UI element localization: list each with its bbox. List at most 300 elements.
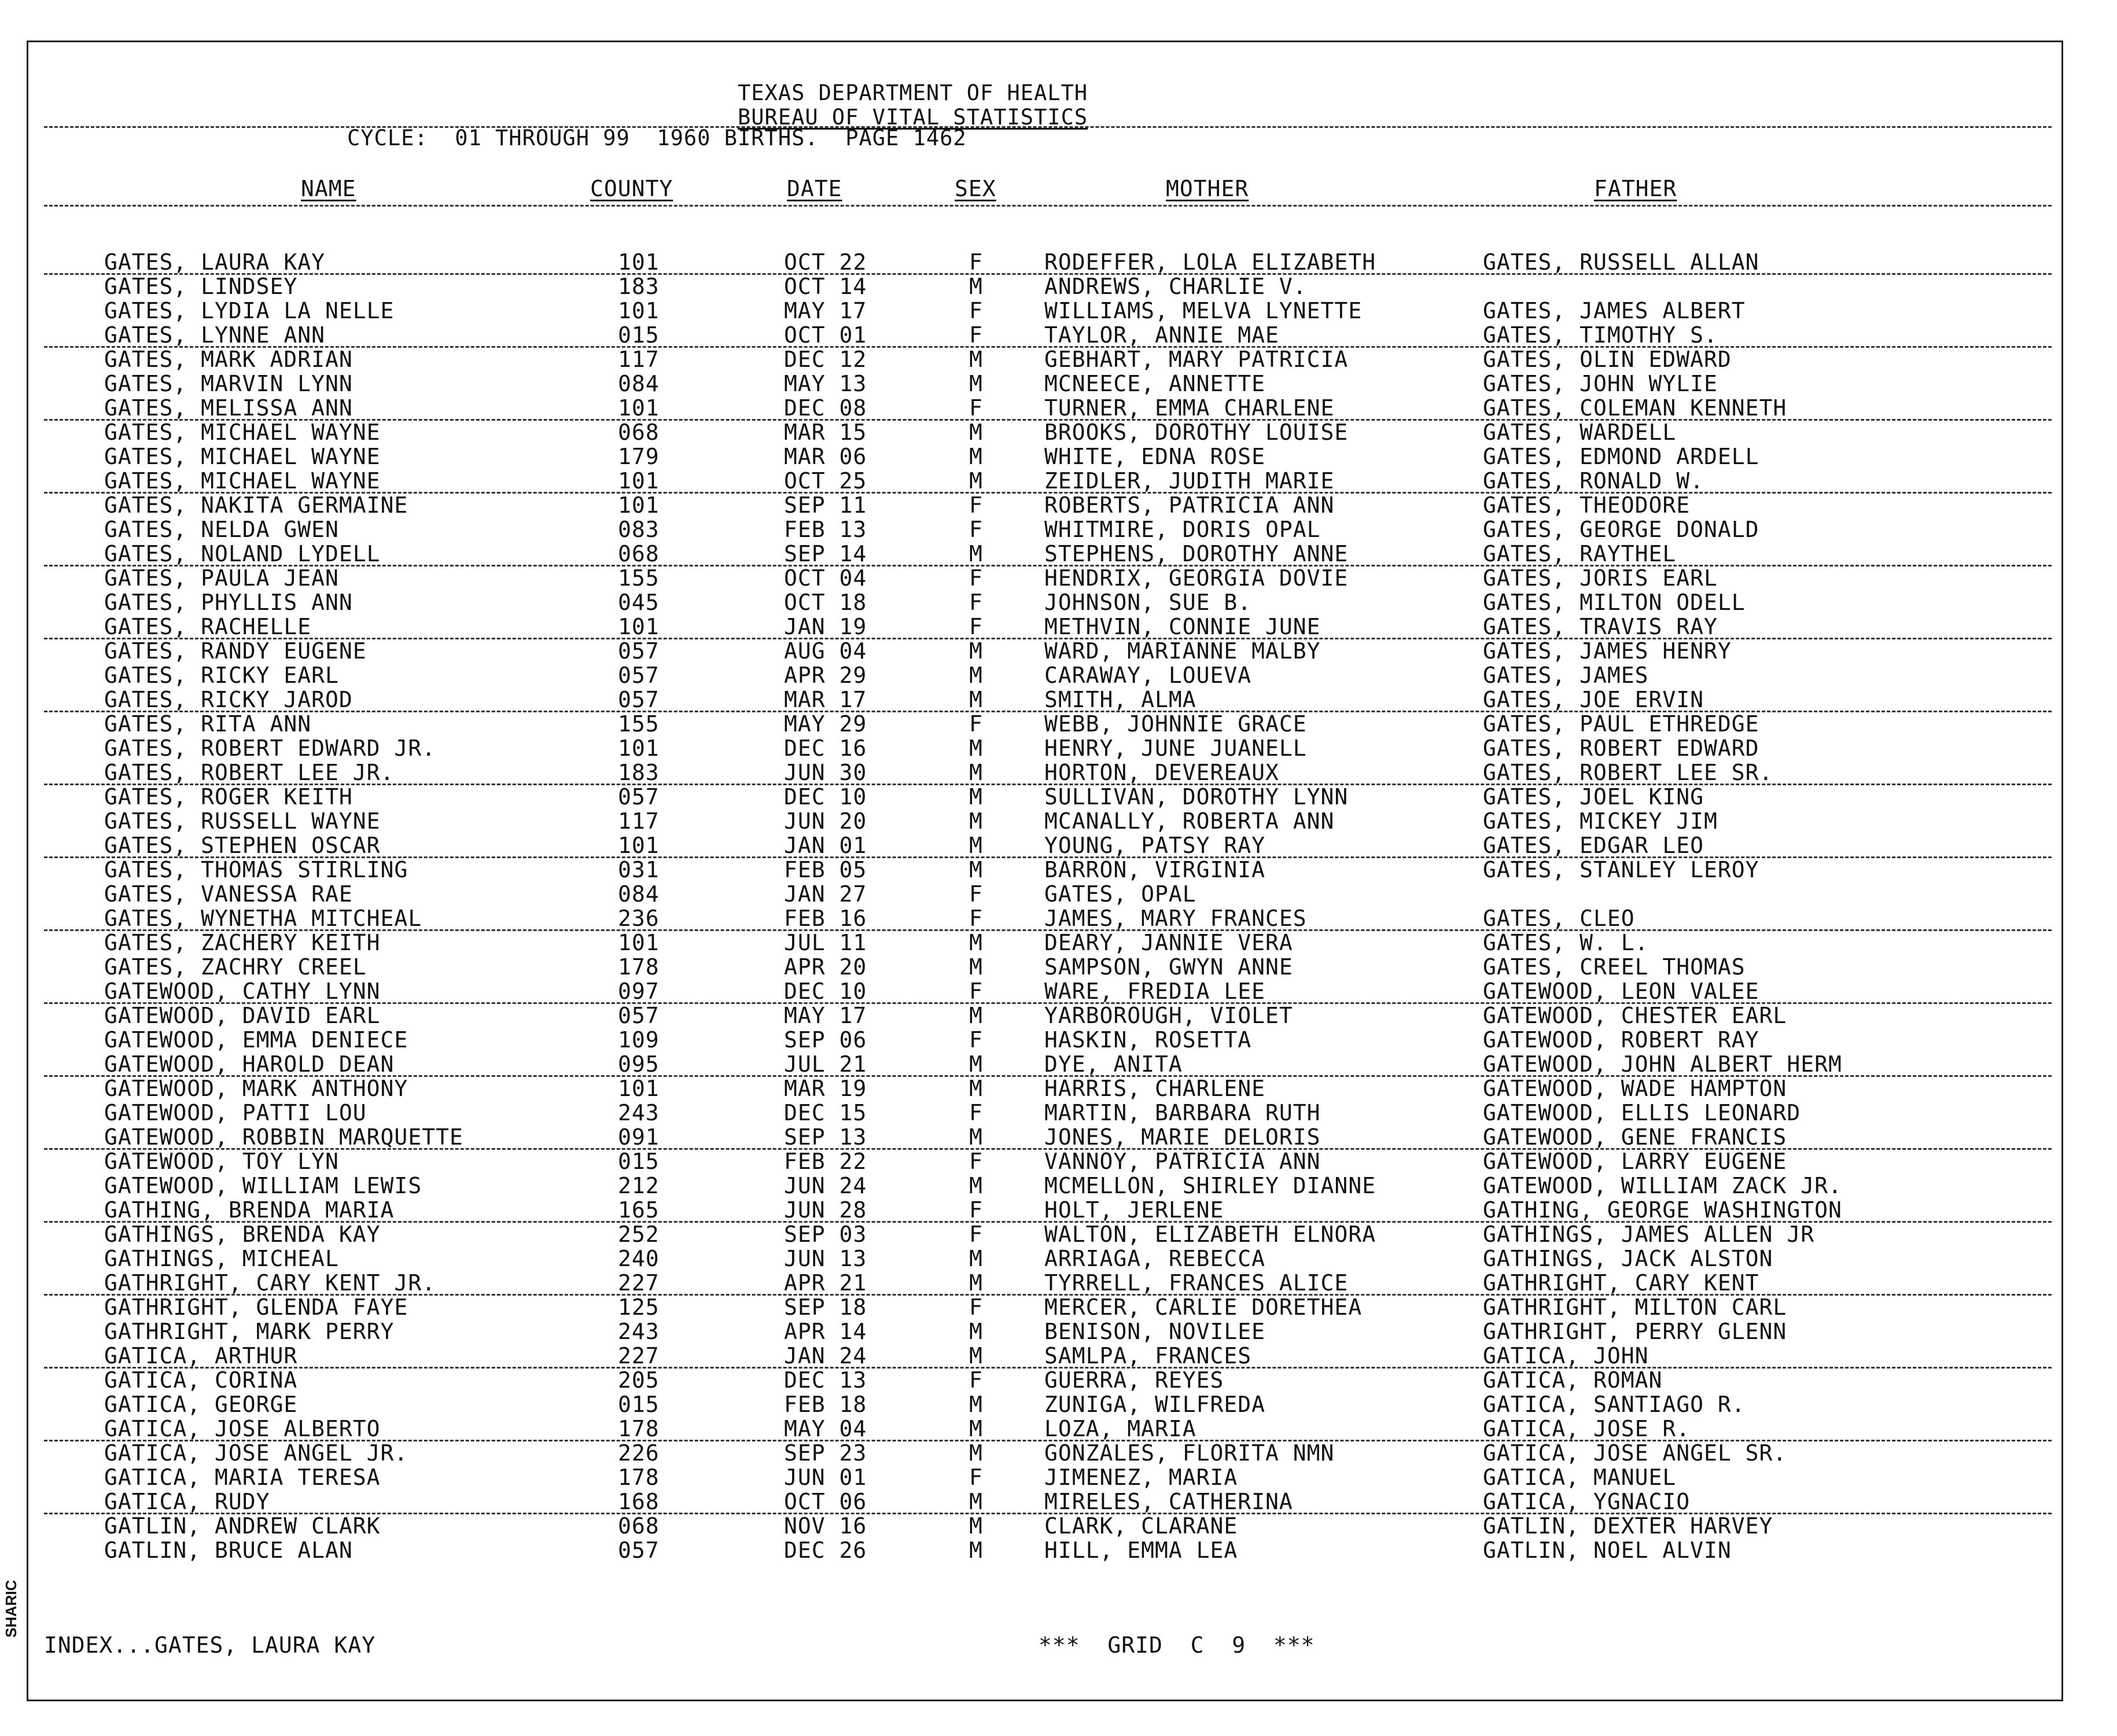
cell-county: 095 (618, 1051, 660, 1077)
cell-county: 045 (618, 590, 660, 615)
cell-county: 101 (618, 833, 660, 858)
cell-county: 091 (618, 1124, 660, 1150)
cell-father: GATES, JORIS EARL (1483, 565, 1718, 591)
cell-county: 101 (618, 492, 660, 518)
cell-county: 057 (618, 663, 660, 688)
cell-sex: F (969, 614, 983, 639)
cell-father: GATEWOOD, WILLIAM ZACK JR. (1483, 1173, 1842, 1198)
cell-father: GATES, TIMOTHY S. (1483, 322, 1718, 348)
cell-mother: SAMPSON, GWYN ANNE (1044, 954, 1293, 980)
cell-name: GATEWOOD, EMMA DENIECE (104, 1027, 408, 1053)
cell-date: JUN 01 (784, 1465, 867, 1490)
cell-father: GATES, EDGAR LEO (1483, 833, 1704, 858)
cell-father: GATICA, YGNACIO (1483, 1489, 1691, 1514)
cell-sex: M (969, 347, 983, 372)
cell-date: OCT 06 (784, 1489, 867, 1514)
cell-mother: GEBHART, MARY PATRICIA (1044, 347, 1349, 372)
cell-mother: SAMLPA, FRANCES (1044, 1343, 1252, 1369)
cell-county: 125 (618, 1294, 660, 1320)
table-row (0, 1295, 2117, 1319)
cell-county: 101 (618, 735, 660, 761)
cell-county: 212 (618, 1173, 660, 1198)
cell-mother: HENRY, JUNE JUANELL (1044, 735, 1307, 761)
cell-date: DEC 13 (784, 1367, 867, 1393)
cell-name: GATEWOOD, WILLIAM LEWIS (104, 1173, 422, 1198)
table-row (0, 1246, 2117, 1271)
cell-mother: WHITE, EDNA ROSE (1044, 444, 1266, 469)
column-header-name: NAME (301, 176, 356, 201)
cell-father: GATES, WARDELL (1483, 420, 1677, 445)
cell-mother: YARBOROUGH, VIOLET (1044, 1003, 1293, 1028)
table-row (0, 1368, 2117, 1392)
cell-county: 226 (618, 1440, 660, 1466)
cell-county: 101 (618, 468, 660, 494)
cell-sex: M (969, 857, 983, 882)
cell-date: OCT 04 (784, 565, 867, 591)
cell-sex: M (969, 760, 983, 785)
cell-county: 252 (618, 1222, 660, 1247)
cell-date: SEP 14 (784, 541, 867, 567)
cell-father: GATES, JOHN WYLIE (1483, 371, 1718, 396)
cell-date: FEB 22 (784, 1149, 867, 1174)
table-row (0, 930, 2117, 955)
cell-date: JUN 24 (784, 1173, 867, 1198)
cell-sex: M (969, 444, 983, 469)
table-row (0, 274, 2117, 299)
cell-sex: F (969, 590, 983, 615)
cell-name: GATICA, CORINA (104, 1367, 298, 1393)
cell-mother: MCMELLON, SHIRLEY DIANNE (1044, 1173, 1376, 1198)
cell-sex: F (969, 517, 983, 542)
cell-mother: GONZALES, FLORITA NMN (1044, 1440, 1335, 1466)
cell-sex: M (969, 784, 983, 810)
cell-father: GATES, JOE ERVIN (1483, 687, 1704, 712)
cell-father: GATES, THEODORE (1483, 492, 1691, 518)
cell-father: GATES, GEORGE DONALD (1483, 517, 1759, 542)
cell-sex: M (969, 808, 983, 834)
cell-mother: JIMENEZ, MARIA (1044, 1465, 1238, 1490)
cell-father: GATHING, GEORGE WASHINGTON (1483, 1197, 1842, 1223)
cell-father: GATES, MICKEY JIM (1483, 808, 1718, 834)
cell-sex: M (969, 274, 983, 299)
cell-name: GATEWOOD, DAVID EARL (104, 1003, 381, 1028)
cell-date: MAY 29 (784, 711, 867, 737)
cell-name: GATES, ROBERT EDWARD JR. (104, 735, 436, 761)
cell-sex: M (969, 1440, 983, 1466)
cell-sex: F (969, 1027, 983, 1053)
cell-date: JUN 20 (784, 808, 867, 834)
cell-sex: M (969, 687, 983, 712)
cell-name: GATES, MICHAEL WAYNE (104, 468, 381, 494)
cell-name: GATES, PHYLLIS ANN (104, 590, 353, 615)
cell-date: FEB 05 (784, 857, 867, 882)
cell-county: 227 (618, 1343, 660, 1369)
table-row (0, 1514, 2117, 1538)
cell-date: DEC 12 (784, 347, 867, 372)
table-row (0, 1222, 2117, 1246)
cell-county: 031 (618, 857, 660, 882)
cell-date: SEP 13 (784, 1124, 867, 1150)
cell-mother: HORTON, DEVEREAUX (1044, 760, 1279, 785)
cell-sex: M (969, 638, 983, 664)
header-subtitle: BUREAU OF VITAL STATISTICS (738, 105, 1088, 130)
cell-mother: WHITMIRE, DORIS OPAL (1044, 517, 1321, 542)
cell-mother: JONES, MARIE DELORIS (1044, 1124, 1321, 1150)
cell-county: 243 (618, 1319, 660, 1344)
table-row (0, 1003, 2117, 1028)
cell-county: 101 (618, 930, 660, 955)
cell-county: 101 (618, 249, 660, 275)
cell-date: OCT 25 (784, 468, 867, 494)
cell-father: GATES, ROBERT EDWARD (1483, 735, 1759, 761)
cell-father: GATEWOOD, GENE FRANCIS (1483, 1124, 1787, 1150)
cell-mother: ARRIAGA, REBECCA (1044, 1246, 1266, 1271)
cell-county: 068 (618, 420, 660, 445)
cell-name: GATES, STEPHEN OSCAR (104, 833, 381, 858)
column-header-county: COUNTY (590, 176, 673, 201)
cell-mother: ROBERTS, PATRICIA ANN (1044, 492, 1335, 518)
table-row (0, 809, 2117, 833)
cell-name: GATES, THOMAS STIRLING (104, 857, 408, 882)
grid-footer: *** GRID C 9 *** (1039, 1632, 1315, 1658)
table-row (0, 760, 2117, 785)
table-row (0, 1465, 2117, 1489)
cell-sex: F (969, 881, 983, 907)
cell-county: 109 (618, 1027, 660, 1053)
cell-sex: M (969, 930, 983, 955)
table-row (0, 250, 2117, 274)
cell-father: GATES, MILTON ODELL (1483, 590, 1746, 615)
cell-date: JUN 28 (784, 1197, 867, 1223)
cell-mother: TURNER, EMMA CHARLENE (1044, 395, 1335, 421)
cell-name: GATES, WYNETHA MITCHEAL (104, 906, 422, 931)
table-row (0, 833, 2117, 858)
cell-county: 205 (618, 1367, 660, 1393)
cell-father: GATEWOOD, LARRY EUGENE (1483, 1149, 1787, 1174)
cell-mother: SULLIVAN, DOROTHY LYNN (1044, 784, 1349, 810)
cell-mother: WARE, FREDIA LEE (1044, 979, 1266, 1004)
cell-date: SEP 18 (784, 1294, 867, 1320)
cell-mother: DEARY, JANNIE VERA (1044, 930, 1293, 955)
cell-father: GATHRIGHT, MILTON CARL (1483, 1294, 1787, 1320)
table-row (0, 785, 2117, 809)
cell-date: JUL 11 (784, 930, 867, 955)
cell-name: GATES, MARK ADRIAN (104, 347, 353, 372)
cell-date: JAN 19 (784, 614, 867, 639)
cell-sex: F (969, 395, 983, 421)
cell-mother: TAYLOR, ANNIE MAE (1044, 322, 1279, 348)
cell-father: GATES, STANLEY LEROY (1483, 857, 1759, 882)
cell-sex: F (969, 492, 983, 518)
table-row (0, 955, 2117, 979)
cell-mother: BARRON, VIRGINIA (1044, 857, 1266, 882)
table-row (0, 1441, 2117, 1465)
cell-mother: MCANALLY, ROBERTA ANN (1044, 808, 1335, 834)
table-row (0, 444, 2117, 469)
cell-name: GATES, MICHAEL WAYNE (104, 444, 381, 469)
cell-father: GATHRIGHT, CARY KENT (1483, 1270, 1759, 1296)
cell-name: GATES, LYDIA LA NELLE (104, 298, 395, 323)
cell-mother: MCNEECE, ANNETTE (1044, 371, 1266, 396)
table-row (0, 1028, 2117, 1052)
cell-date: FEB 18 (784, 1392, 867, 1417)
cell-county: 155 (618, 565, 660, 591)
cell-date: JUN 13 (784, 1246, 867, 1271)
cell-date: SEP 23 (784, 1440, 867, 1466)
table-row (0, 1417, 2117, 1441)
cell-county: 015 (618, 322, 660, 348)
cell-name: GATICA, MARIA TERESA (104, 1465, 381, 1490)
table-row (0, 712, 2117, 736)
cell-date: DEC 10 (784, 979, 867, 1004)
cell-county: 227 (618, 1270, 660, 1296)
cell-father: GATEWOOD, ELLIS LEONARD (1483, 1100, 1801, 1126)
cell-sex: M (969, 1538, 983, 1563)
cell-county: 057 (618, 687, 660, 712)
table-row (0, 1392, 2117, 1417)
cell-father: GATICA, ROMAN (1483, 1367, 1663, 1393)
index-footer: INDEX...GATES, LAURA KAY (44, 1632, 376, 1658)
cell-date: MAR 06 (784, 444, 867, 469)
cell-date: JAN 24 (784, 1343, 867, 1369)
cell-name: GATES, NOLAND LYDELL (104, 541, 381, 567)
cell-mother: GUERRA, REYES (1044, 1367, 1224, 1393)
cell-date: OCT 22 (784, 249, 867, 275)
cell-name: GATICA, JOSE ANGEL JR. (104, 1440, 408, 1466)
cell-county: 097 (618, 979, 660, 1004)
cell-name: GATES, RANDY EUGENE (104, 638, 367, 664)
table-row (0, 1198, 2117, 1222)
cell-mother: JOHNSON, SUE B. (1044, 590, 1252, 615)
cell-father: GATES, W. L. (1483, 930, 1649, 955)
cell-name: GATES, RACHELLE (104, 614, 312, 639)
table-row (0, 615, 2117, 639)
cell-mother: METHVIN, CONNIE JUNE (1044, 614, 1321, 639)
cell-sex: M (969, 1051, 983, 1077)
cell-mother: WEBB, JOHNNIE GRACE (1044, 711, 1307, 737)
cell-county: 179 (618, 444, 660, 469)
cell-sex: F (969, 711, 983, 737)
cell-county: 057 (618, 638, 660, 664)
cell-date: MAR 15 (784, 420, 867, 445)
cell-father: GATEWOOD, CHESTER EARL (1483, 1003, 1787, 1028)
cell-mother: DYE, ANITA (1044, 1051, 1183, 1077)
cell-date: SEP 03 (784, 1222, 867, 1247)
column-header-sex: SEX (955, 176, 996, 201)
cell-mother: HASKIN, ROSETTA (1044, 1027, 1252, 1053)
cell-county: 101 (618, 395, 660, 421)
cell-date: SEP 06 (784, 1027, 867, 1053)
cell-father: GATICA, JOHN (1483, 1343, 1649, 1369)
table-row (0, 687, 2117, 712)
cell-name: GATES, MICHAEL WAYNE (104, 420, 381, 445)
cell-date: MAR 17 (784, 687, 867, 712)
cell-name: GATES, LYNNE ANN (104, 322, 326, 348)
cell-father: GATEWOOD, JOHN ALBERT HERM (1483, 1051, 1842, 1077)
cell-name: GATHINGS, BRENDA KAY (104, 1222, 381, 1247)
cell-father: GATES, TRAVIS RAY (1483, 614, 1718, 639)
cell-sex: M (969, 663, 983, 688)
cell-date: OCT 01 (784, 322, 867, 348)
cell-date: MAY 17 (784, 1003, 867, 1028)
cell-mother: SMITH, ALMA (1044, 687, 1196, 712)
cell-county: 183 (618, 274, 660, 299)
table-row (0, 1489, 2117, 1514)
cell-sex: F (969, 1149, 983, 1174)
cell-sex: M (969, 468, 983, 494)
table-row (0, 493, 2117, 517)
table-row (0, 1344, 2117, 1368)
cell-sex: M (969, 371, 983, 396)
cell-name: GATEWOOD, ROBBIN MARQUETTE (104, 1124, 463, 1150)
header-title: TEXAS DEPARTMENT OF HEALTH (738, 80, 1088, 105)
cell-date: DEC 16 (784, 735, 867, 761)
cell-father: GATHINGS, JACK ALSTON (1483, 1246, 1773, 1271)
table-row (0, 299, 2117, 323)
table-row (0, 1076, 2117, 1101)
cell-sex: F (969, 322, 983, 348)
cell-county: 068 (618, 1513, 660, 1539)
cell-county: 165 (618, 1197, 660, 1223)
cell-mother: RODEFFER, LOLA ELIZABETH (1044, 249, 1376, 275)
cell-sex: F (969, 1294, 983, 1320)
cell-name: GATICA, GEORGE (104, 1392, 298, 1417)
table-row (0, 1538, 2117, 1562)
cell-name: GATHRIGHT, CARY KENT JR. (104, 1270, 436, 1296)
cell-father: GATICA, JOSE R. (1483, 1416, 1691, 1441)
cell-father: GATICA, SANTIAGO R. (1483, 1392, 1746, 1417)
cell-date: APR 14 (784, 1319, 867, 1344)
cell-date: DEC 10 (784, 784, 867, 810)
cell-name: GATES, ROBERT LEE JR. (104, 760, 395, 785)
table-row (0, 590, 2117, 615)
table-row (0, 469, 2117, 493)
cell-date: JUL 21 (784, 1051, 867, 1077)
cell-father: GATES, CLEO (1483, 906, 1635, 931)
cell-mother: BENISON, NOVILEE (1044, 1319, 1266, 1344)
cell-mother: LOZA, MARIA (1044, 1416, 1196, 1441)
cell-name: GATICA, ARTHUR (104, 1343, 298, 1369)
cell-sex: F (969, 298, 983, 323)
table-row (0, 1101, 2117, 1125)
table-row (0, 347, 2117, 372)
cell-name: GATEWOOD, MARK ANTHONY (104, 1076, 408, 1101)
cell-father: GATES, EDMOND ARDELL (1483, 444, 1759, 469)
cell-mother: JAMES, MARY FRANCES (1044, 906, 1307, 931)
cell-sex: F (969, 979, 983, 1004)
cell-date: MAY 13 (784, 371, 867, 396)
table-row (0, 979, 2117, 1003)
table-row (0, 542, 2117, 566)
cell-mother: GATES, OPAL (1044, 881, 1196, 907)
cell-sex: M (969, 1513, 983, 1539)
table-row (0, 1149, 2117, 1174)
cell-name: GATES, NELDA GWEN (104, 517, 339, 542)
cell-father: GATEWOOD, LEON VALEE (1483, 979, 1759, 1004)
cell-sex: M (969, 735, 983, 761)
cell-mother: CARAWAY, LOUEVA (1044, 663, 1252, 688)
cell-date: OCT 14 (784, 274, 867, 299)
table-row (0, 858, 2117, 882)
cell-mother: YOUNG, PATSY RAY (1044, 833, 1266, 858)
cell-sex: M (969, 1246, 983, 1271)
cell-mother: ANDREWS, CHARLIE V. (1044, 274, 1307, 299)
cell-sex: M (969, 1173, 983, 1198)
cell-sex: F (969, 565, 983, 591)
cell-date: APR 21 (784, 1270, 867, 1296)
cell-mother: MERCER, CARLIE DORETHEA (1044, 1294, 1363, 1320)
cell-father: GATES, CREEL THOMAS (1483, 954, 1746, 980)
cell-father: GATES, OLIN EDWARD (1483, 347, 1732, 372)
cell-father: GATEWOOD, WADE HAMPTON (1483, 1076, 1787, 1101)
side-label: SHARIC (2, 1580, 20, 1638)
cell-county: 178 (618, 1465, 660, 1490)
cell-sex: M (969, 1124, 983, 1150)
cell-mother: WALTON, ELIZABETH ELNORA (1044, 1222, 1376, 1247)
cell-sex: M (969, 1343, 983, 1369)
cell-sex: M (969, 833, 983, 858)
cell-county: 117 (618, 808, 660, 834)
cell-date: APR 20 (784, 954, 867, 980)
cell-sex: F (969, 249, 983, 275)
cell-father: GATES, JAMES HENRY (1483, 638, 1732, 664)
table-row (0, 323, 2117, 347)
cell-date: DEC 15 (784, 1100, 867, 1126)
cell-sex: F (969, 1100, 983, 1126)
cell-mother: HILL, EMMA LEA (1044, 1538, 1238, 1563)
cell-date: APR 29 (784, 663, 867, 688)
cell-sex: M (969, 1319, 983, 1344)
cycle-line: CYCLE: 01 THROUGH 99 1960 BIRTHS. PAGE 1462 (347, 126, 967, 150)
cell-mother: HOLT, JERLENE (1044, 1197, 1224, 1223)
cell-father: GATES, RAYTHEL (1483, 541, 1677, 567)
table-row (0, 639, 2117, 663)
cell-date: MAY 04 (784, 1416, 867, 1441)
table-row (0, 517, 2117, 542)
cell-county: 243 (618, 1100, 660, 1126)
cell-sex: M (969, 420, 983, 445)
table-row (0, 420, 2117, 444)
cell-date: NOV 16 (784, 1513, 867, 1539)
table-row (0, 663, 2117, 687)
cell-sex: M (969, 1489, 983, 1514)
cell-name: GATHRIGHT, MARK PERRY (104, 1319, 395, 1344)
cell-name: GATLIN, BRUCE ALAN (104, 1538, 353, 1563)
cell-mother: STEPHENS, DOROTHY ANNE (1044, 541, 1349, 567)
cell-sex: F (969, 1367, 983, 1393)
table-row (0, 1052, 2117, 1076)
cell-date: SEP 11 (784, 492, 867, 518)
cell-mother: TYRRELL, FRANCES ALICE (1044, 1270, 1349, 1296)
cell-name: GATHRIGHT, GLENDA FAYE (104, 1294, 408, 1320)
cell-sex: F (969, 1197, 983, 1223)
cell-county: 101 (618, 614, 660, 639)
cell-sex: M (969, 1416, 983, 1441)
cell-county: 178 (618, 954, 660, 980)
table-row (0, 566, 2117, 590)
cell-date: MAR 19 (784, 1076, 867, 1101)
cell-name: GATES, ROGER KEITH (104, 784, 353, 810)
cell-mother: ZEIDLER, JUDITH MARIE (1044, 468, 1335, 494)
cell-county: 015 (618, 1392, 660, 1417)
cell-name: GATHINGS, MICHEAL (104, 1246, 339, 1271)
cell-date: JUN 30 (784, 760, 867, 785)
cell-name: GATES, PAULA JEAN (104, 565, 339, 591)
cell-county: 183 (618, 760, 660, 785)
cell-father: GATES, PAUL ETHREDGE (1483, 711, 1759, 737)
cell-name: GATES, MELISSA ANN (104, 395, 353, 421)
cell-name: GATEWOOD, HAROLD DEAN (104, 1051, 395, 1077)
